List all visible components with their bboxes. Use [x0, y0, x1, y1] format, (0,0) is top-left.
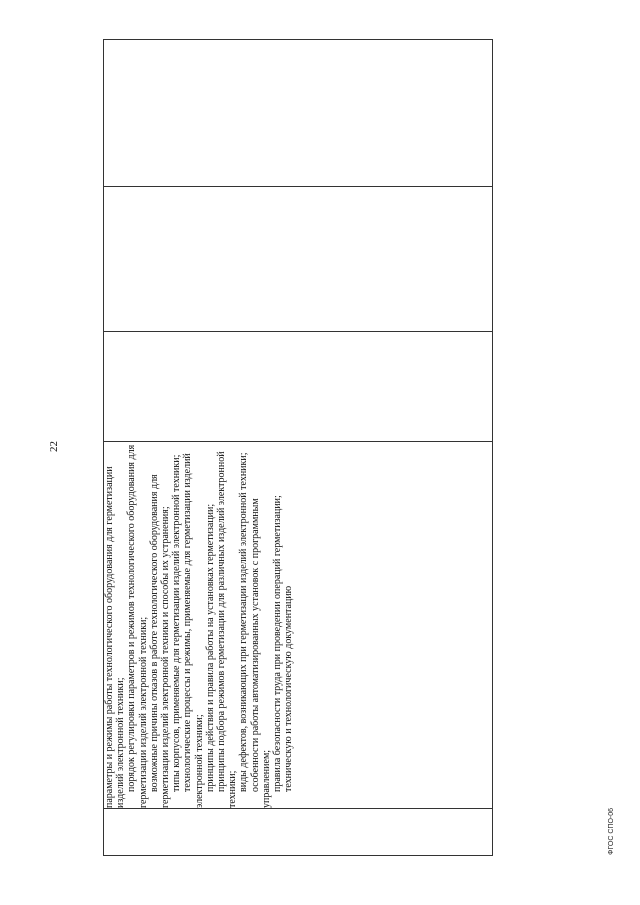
- table-cell-knowledge: [104, 442, 493, 809]
- list-item: принципы действия и правила работы на установках герметизации;: [204, 503, 216, 792]
- list-item: возможные причины отказов в работе технологического оборудования для герметизации изделий электронной техники и способы их устранения;: [148, 474, 172, 808]
- table-cell-hours-mandatory: [104, 187, 493, 332]
- list-item: технологические процессы и режимы, применяемые для герметизации изделий электронной техники;: [182, 453, 205, 808]
- list-item: типы корпусов, применяемые для герметизации изделий электронной техники;: [171, 454, 183, 792]
- footer-code: ФГОС СПО-06: [608, 808, 615, 855]
- table-cell-hours-max: [104, 332, 493, 442]
- table-row: [104, 40, 493, 856]
- requirements-table: [103, 40, 493, 856]
- list-item: принципы подбора режимов герметизации для различных изделий электронной техники;: [216, 451, 239, 808]
- table-grid: [103, 39, 493, 856]
- page-number: 22: [48, 441, 60, 452]
- list-item: техническую и технологическую документацию: [283, 585, 295, 792]
- list-item: порядок регулировки параметров и режимов технологического оборудования для герметизации изделий электронной техники;: [126, 444, 149, 808]
- table-cell-competencies: [104, 40, 493, 187]
- list-item: особенности работы автоматизированных установок с программным управлением;: [249, 498, 272, 808]
- requirements-table-rotated: [103, 40, 493, 856]
- list-item: виды дефектов, возникающих при герметизации изделий электронной техники;: [238, 452, 250, 792]
- table-cell-index: [104, 809, 493, 856]
- list-item: параметры и режимы работы технологического оборудования для герметизации изделий электронной техники;: [104, 466, 127, 808]
- list-item: правила безопасности труда при проведении операций герметизации;: [272, 495, 284, 792]
